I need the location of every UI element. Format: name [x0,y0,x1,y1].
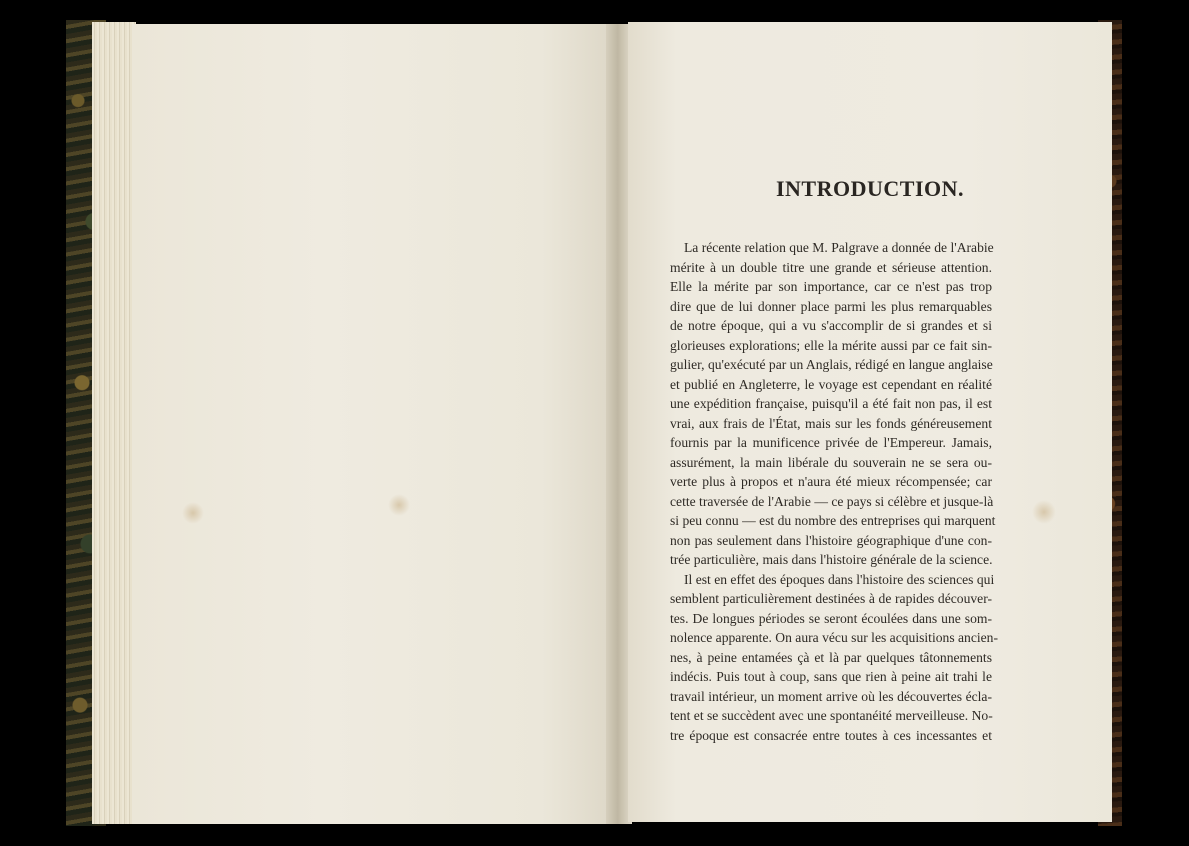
text-line: Elle la mérite par son importance, car ce n'est pas trop [670,279,992,294]
blank-left-page [132,24,614,824]
text-line: tes. De longues périodes se seront écoulées dans une som- [670,610,992,626]
text-line: assurément, la main libérale du souverain ne se sera ou- [670,454,992,470]
text-line: semblent particulièrement destinées à de rapides découver- [670,591,992,606]
text-line: non pas seulement dans l'histoire géographique d'une con- [670,532,992,548]
text-line: de notre époque, qui a vu s'accomplir de si grandes et si [670,318,992,333]
text-line: si peu connu — est du nombre des entreprises qui marquent [670,513,996,528]
text-line: glorieuses explorations; elle la mérite aussi par ce fait sin- [670,337,992,353]
chapter-title: INTRODUCTION. [775,176,965,201]
text-line: nes, à peine entamées çà et là par quelques tâtonnements [670,649,992,665]
text-line: et publié en Angleterre, le voyage est cependant en réalité [670,376,992,392]
text-line: dire que de lui donner place parmi les plus remarquables [670,298,992,314]
page-edges-left [92,22,136,824]
text-line: vrai, aux frais de l'État, mais sur les fonds généreusement [670,415,992,431]
text-line: fournis par la munificence privée de l'Empereur. Jamais, [670,435,992,450]
text-line: mérite à un double titre une grande et sérieuse attention. [670,259,992,275]
text-line: trée particulière, mais dans l'histoire générale de la science. [670,552,993,567]
text-line: gulier, qu'exécuté par un Anglais, rédigé en langue anglaise [670,357,993,372]
text-line: tent et se succèdent avec une spontanéité merveilleuse. No- [670,708,993,723]
foxing-spot [388,494,410,516]
foxing-spot [182,502,204,524]
text-line: verte plus à propos et n'aura été mieux récompensée; car [670,474,992,489]
text-line: une expédition française, puisqu'il a été fait non pas, il est [670,396,992,411]
foxing-spot [1032,500,1056,524]
text-line: nolence apparente. On aura vécu sur les acquisitions ancien- [670,630,999,645]
body-text [670,238,999,745]
text-line: cette traversée de l'Arabie — ce pays si célèbre et jusque-là [670,493,994,509]
text-line: La récente relation que M. Palgrave a donnée de l'Arabie [684,240,994,255]
text-line: Il est en effet des époques dans l'histoire des sciences qui [684,571,995,587]
text-line: tre époque est consacrée entre toutes à ces incessantes et [670,727,992,743]
text-line: indécis. Puis tout à coup, sans que rien à peine ait trahi le [670,669,992,684]
text-line: travail intérieur, un moment arrive où les découvertes écla- [670,688,992,704]
